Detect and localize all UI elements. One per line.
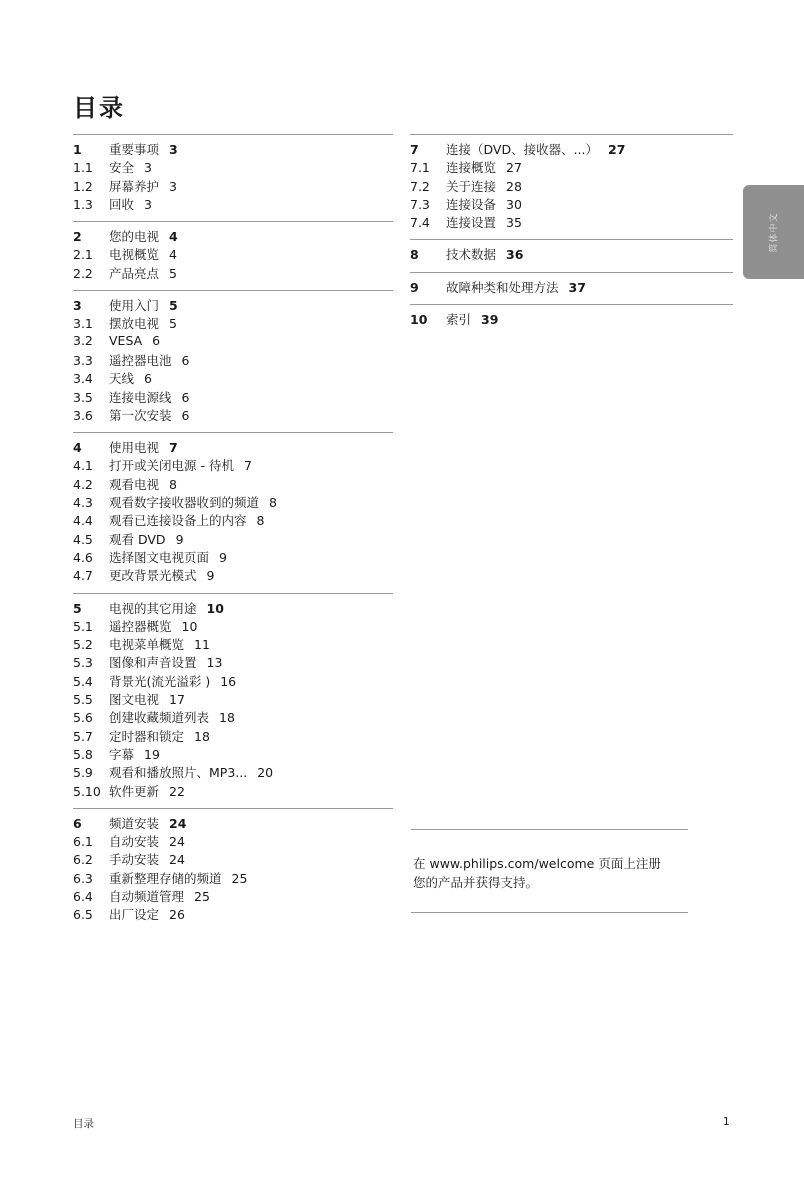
toc-entry-number: 4 (73, 440, 82, 456)
toc-entry-page: 24 (169, 834, 185, 850)
toc-entry-number: 7 (410, 142, 419, 157)
toc-entry-title: 安全 (109, 160, 135, 176)
toc-chapter-entry[interactable] (410, 140, 733, 158)
toc-subsection-entry[interactable] (73, 333, 393, 351)
toc-subsection-entry[interactable] (73, 708, 393, 726)
toc-entry-number: 4.2 (73, 476, 93, 492)
toc-chapter-entry[interactable] (410, 310, 733, 328)
toc-entry-title: 产品亮点 (109, 265, 160, 281)
toc-entry-number: 5.9 (73, 765, 93, 781)
toc-entry-number: 4.6 (73, 549, 93, 565)
toc-entry-page: 8 (269, 495, 277, 511)
toc-subsection-entry[interactable] (73, 672, 393, 690)
toc-entry-number: 5.4 (73, 673, 93, 689)
toc-section (73, 808, 393, 932)
toc-entry-title: 手动安装 (109, 852, 160, 868)
toc-entry-title: 使用电视 (109, 440, 160, 456)
toc-entry-page: 18 (219, 710, 235, 726)
toc-entry-title: 创建收藏频道列表 (109, 710, 210, 726)
toc-entry-number: 3.4 (73, 371, 93, 387)
toc-entry-page: 6 (181, 389, 190, 405)
toc-entry-title: 软件更新 (109, 783, 160, 799)
toc-entry-page: 3 (169, 142, 178, 157)
toc-entry-number: 1.1 (73, 160, 93, 176)
toc-entry-page: 3 (169, 178, 177, 194)
toc-section (410, 239, 733, 271)
toc-entry-title: 自动频道管理 (109, 888, 185, 904)
footer-page-number: 1 (723, 1116, 730, 1128)
toc-entry-number: 6.3 (73, 870, 93, 886)
toc-entry-page: 8 (169, 476, 177, 492)
toc-entry-number: 10 (410, 312, 428, 328)
toc-entry-page: 11 (194, 637, 210, 653)
toc-left-column (73, 134, 393, 932)
toc-section (410, 304, 733, 336)
toc-entry-title: 连接设备 (446, 196, 497, 212)
toc-entry-title: 重新整理存储的频道 (109, 870, 222, 886)
toc-entry-number: 2 (73, 229, 82, 245)
toc-entry-number: 5.10 (73, 783, 101, 799)
toc-chapter-entry[interactable] (73, 599, 393, 617)
toc-entry-title: 屏幕养护 (109, 178, 160, 194)
toc-entry-page: 37 (568, 279, 586, 295)
toc-entry-title: 连接设置 (446, 215, 497, 231)
toc-entry-title: 出厂设定 (109, 907, 160, 923)
toc-chapter-entry[interactable] (73, 814, 393, 832)
toc-entry-number: 5.8 (73, 746, 93, 762)
toc-entry-title: 观看已连接设备上的内容 (109, 513, 247, 529)
toc-entry-title: 连接概览 (446, 160, 497, 176)
toc-subsection-entry[interactable] (410, 195, 733, 213)
toc-entry-title: 电视的其它用途 (109, 600, 197, 616)
toc-subsection-entry[interactable] (73, 745, 393, 763)
toc-subsection-entry[interactable] (410, 213, 733, 231)
toc-subsection-entry[interactable] (73, 369, 393, 387)
toc-entry-title: 索引 (446, 312, 472, 328)
toc-subsection-entry[interactable] (73, 653, 393, 671)
toc-entry-number: 1.2 (73, 178, 93, 194)
toc-subsection-entry[interactable] (73, 530, 393, 548)
toc-entry-page: 17 (169, 692, 185, 708)
toc-subsection-entry[interactable] (73, 850, 393, 868)
toc-subsection-entry[interactable] (73, 566, 393, 584)
toc-subsection-entry[interactable] (73, 905, 393, 923)
toc-entry-title: 更改背景光模式 (109, 568, 197, 584)
toc-entry-number: 4.1 (73, 458, 93, 474)
toc-entry-number: 5.6 (73, 710, 93, 726)
toc-chapter-entry[interactable] (410, 245, 733, 263)
toc-entry-page: 25 (194, 888, 210, 904)
toc-entry-number: 5 (73, 600, 82, 616)
toc-subsection-entry[interactable] (73, 617, 393, 635)
toc-subsection-entry[interactable] (73, 158, 393, 176)
toc-entry-number: 3.5 (73, 389, 93, 405)
toc-chapter-entry[interactable] (73, 438, 393, 456)
toc-entry-title: 遥控器电池 (109, 352, 172, 368)
toc-entry-title: 电视概览 (109, 247, 160, 263)
toc-entry-number: 6.2 (73, 852, 93, 868)
toc-subsection-entry[interactable] (73, 511, 393, 529)
toc-entry-number: 6.5 (73, 907, 93, 923)
toc-chapter-entry[interactable] (73, 227, 393, 245)
toc-entry-page: 5 (169, 298, 178, 314)
toc-entry-number: 3 (73, 298, 82, 314)
toc-section (410, 134, 733, 239)
toc-entry-number: 3.2 (73, 332, 93, 348)
toc-entry-page: 9 (206, 568, 215, 584)
toc-entry-number: 4.7 (73, 568, 93, 584)
toc-subsection-entry[interactable] (73, 351, 393, 369)
toc-entry-number: 5.1 (73, 618, 93, 634)
register-note-line-2: 您的产品并获得支持。 (413, 875, 539, 890)
register-note (411, 829, 688, 913)
toc-entry-page: 6 (144, 371, 152, 387)
toc-section (73, 221, 393, 290)
toc-entry-page: 3 (144, 160, 152, 176)
toc-subsection-entry[interactable] (73, 690, 393, 708)
toc-entry-page: 20 (257, 765, 274, 781)
toc-chapter-entry[interactable] (410, 278, 733, 296)
toc-entry-number: 4.5 (73, 531, 93, 547)
toc-subsection-entry[interactable] (73, 887, 393, 905)
toc-entry-number: 3.3 (73, 352, 93, 368)
toc-entry-page: 3 (144, 196, 152, 212)
toc-chapter-entry[interactable] (73, 296, 393, 314)
toc-entry-title: 重要事项 (109, 142, 160, 157)
toc-entry-title: 关于连接 (446, 178, 497, 194)
toc-entry-page: 5 (169, 265, 177, 281)
toc-entry-page: 36 (506, 247, 524, 263)
toc-entry-title: 连接（DVD、接收器、...） (446, 142, 599, 157)
toc-subsection-entry[interactable] (73, 314, 393, 332)
toc-entry-page: 27 (506, 160, 522, 176)
toc-entry-page: 13 (206, 655, 223, 671)
toc-entry-page: 30 (506, 196, 522, 212)
toc-entry-title: 摆放电视 (109, 316, 160, 332)
toc-entry-number: 9 (410, 279, 419, 295)
toc-entry-number: 8 (410, 247, 419, 263)
toc-entry-page: 6 (152, 332, 161, 348)
toc-entry-number: 3.6 (73, 407, 93, 423)
toc-entry-page: 27 (608, 142, 626, 157)
toc-subsection-entry[interactable] (73, 456, 393, 474)
toc-entry-page: 5 (169, 316, 177, 332)
toc-entry-title: 连接电源线 (109, 389, 172, 405)
toc-entry-title: 背景光(流光溢彩 ) (109, 673, 211, 689)
toc-entry-title: 故障种类和处理方法 (446, 279, 559, 295)
toc-subsection-entry[interactable] (73, 406, 393, 424)
toc-entry-number: 4.3 (73, 495, 93, 511)
toc-entry-title: 图像和声音设置 (109, 655, 197, 671)
language-tab (743, 185, 804, 279)
page-title: 目录 (73, 94, 125, 122)
toc-entry-page: 18 (194, 728, 210, 744)
toc-section (410, 272, 733, 304)
toc-subsection-entry[interactable] (73, 635, 393, 653)
toc-entry-page: 16 (220, 673, 237, 689)
toc-section (73, 593, 393, 808)
toc-entry-title: 使用入门 (109, 298, 160, 314)
toc-entry-title: 字幕 (109, 746, 135, 762)
toc-entry-number: 2.1 (73, 247, 93, 263)
toc-entry-page: 26 (169, 907, 185, 923)
toc-entry-number: 1.3 (73, 196, 93, 212)
register-note-line-1: 在 www.philips.com/welcome 页面上注册 (413, 856, 661, 871)
toc-entry-number: 7.4 (410, 215, 430, 231)
toc-section (73, 432, 393, 592)
toc-subsection-entry[interactable] (73, 727, 393, 745)
toc-entry-number: 5.7 (73, 728, 93, 744)
toc-entry-page: 19 (144, 746, 160, 762)
toc-entry-title: 回收 (109, 196, 135, 212)
toc-entry-page: 6 (181, 352, 190, 368)
toc-entry-page: 9 (219, 549, 227, 565)
toc-entry-title: 观看和播放照片、MP3... (109, 765, 248, 781)
toc-entry-number: 2.2 (73, 265, 93, 281)
toc-entry-title: VESA (109, 332, 143, 348)
toc-subsection-entry[interactable] (73, 195, 393, 213)
toc-subsection-entry[interactable] (410, 177, 733, 195)
toc-entry-title: 频道安装 (109, 815, 160, 831)
toc-entry-number: 7.1 (410, 160, 430, 176)
toc-section (73, 290, 393, 432)
toc-entry-page: 7 (169, 440, 178, 456)
toc-entry-page: 35 (506, 215, 522, 231)
toc-entry-page: 39 (481, 312, 499, 328)
toc-entry-page: 6 (181, 407, 190, 423)
toc-entry-number: 6.1 (73, 834, 93, 850)
toc-entry-page: 28 (506, 178, 522, 194)
toc-entry-page: 4 (169, 229, 178, 245)
toc-entry-number: 5.3 (73, 655, 93, 671)
toc-entry-title: 第一次安装 (109, 407, 172, 423)
toc-entry-number: 6 (73, 815, 82, 831)
toc-subsection-entry[interactable] (73, 782, 393, 800)
toc-entry-page: 24 (169, 815, 187, 831)
toc-entry-title: 打开或关闭电源 - 待机 (109, 458, 234, 474)
toc-subsection-entry[interactable] (73, 177, 393, 195)
toc-entry-page: 22 (169, 783, 185, 799)
toc-entry-title: 观看数字接收器收到的频道 (109, 495, 260, 511)
toc-entry-page: 25 (231, 870, 248, 886)
toc-entry-number: 5.5 (73, 692, 93, 708)
toc-subsection-entry[interactable] (73, 832, 393, 850)
toc-entry-page: 10 (206, 600, 224, 616)
toc-entry-title: 定时器和锁定 (109, 728, 185, 744)
toc-entry-page: 24 (169, 852, 185, 868)
toc-right-column (410, 134, 733, 336)
toc-entry-title: 遥控器概览 (109, 618, 172, 634)
footer-label: 目录 (73, 1118, 94, 1130)
toc-entry-number: 5.2 (73, 637, 93, 653)
toc-entry-title: 天线 (109, 371, 135, 387)
toc-section (73, 134, 393, 221)
toc-subsection-entry[interactable] (73, 763, 393, 781)
toc-entry-number: 7.2 (410, 178, 430, 194)
toc-subsection-entry[interactable] (73, 869, 393, 887)
toc-entry-title: 选择图文电视页面 (109, 549, 210, 565)
toc-entry-title: 技术数据 (446, 247, 497, 263)
toc-entry-number: 1 (73, 142, 82, 157)
toc-entry-title: 图文电视 (109, 692, 160, 708)
toc-subsection-entry[interactable] (73, 548, 393, 566)
toc-entry-title: 电视菜单概览 (109, 637, 185, 653)
toc-entry-number: 6.4 (73, 888, 93, 904)
toc-entry-title: 您的电视 (109, 229, 160, 245)
toc-entry-number: 3.1 (73, 316, 93, 332)
toc-entry-page: 9 (175, 531, 184, 547)
toc-entry-title: 观看 DVD (109, 531, 166, 547)
toc-entry-number: 7.3 (410, 196, 430, 212)
toc-subsection-entry[interactable] (410, 158, 733, 176)
toc-entry-title: 自动安装 (109, 834, 160, 850)
toc-entry-page: 7 (243, 458, 252, 474)
language-tab-label: 简体中文 (769, 211, 780, 253)
toc-entry-number: 4.4 (73, 513, 93, 529)
toc-entry-page: 8 (256, 513, 265, 529)
toc-subsection-entry[interactable] (73, 388, 393, 406)
toc-subsection-entry[interactable] (73, 493, 393, 511)
toc-chapter-entry[interactable] (73, 140, 393, 158)
toc-entry-page: 4 (169, 247, 177, 263)
toc-entry-page: 10 (181, 618, 198, 634)
toc-subsection-entry[interactable] (73, 475, 393, 493)
toc-subsection-entry[interactable] (73, 245, 393, 263)
toc-subsection-entry[interactable] (73, 264, 393, 282)
toc-entry-title: 观看电视 (109, 476, 160, 492)
